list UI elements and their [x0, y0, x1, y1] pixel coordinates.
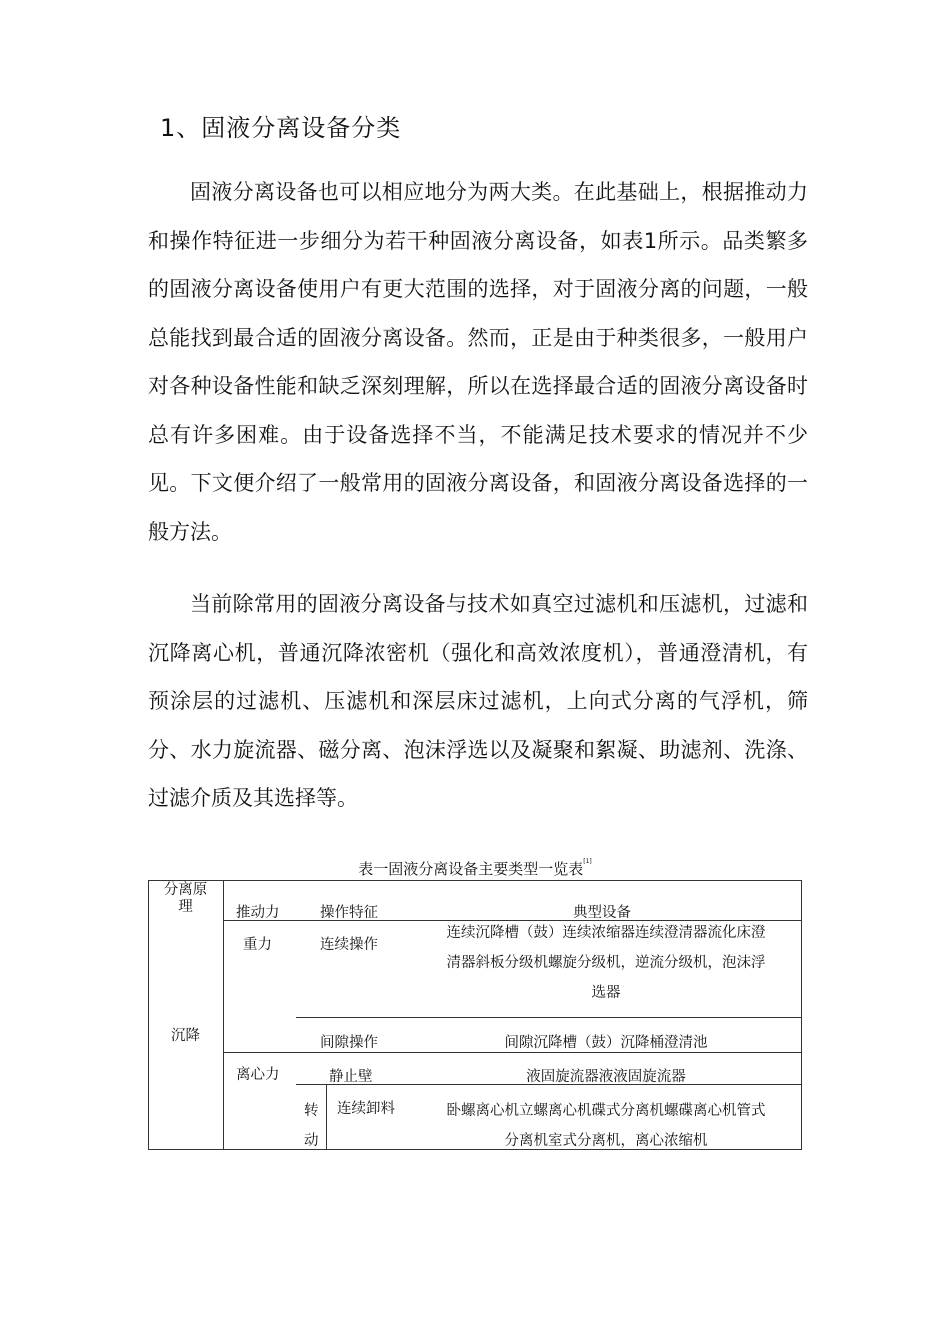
force-gravity: 重力	[243, 937, 272, 953]
paragraph-2: 当前除常用的固液分离设备与技术如真空过滤机和压滤机，过滤和沉降离心机，普通沉降浓密机（强化和高效浓度机），普通澄清机，有预涂层的过滤机、压滤机和深层床过滤机，上向式分离的气浮机，筛分、水力旋流器、磁分离、泡沫浮选以及凝聚和絮凝、助滤剂、洗涤、过滤介质及其选择等。	[148, 592, 808, 810]
header-principle-line2: 理	[178, 899, 193, 915]
table-col-divider	[326, 1084, 327, 1150]
operation-continuous-discharge: 连续卸料	[337, 1101, 395, 1117]
paragraph-1: 固液分离设备也可以相应地分为两大类。在此基础上，根据推动力和操作特征进一步细分为若干种固液分离设备，如表1所示。品类繁多的固液分离设备使用户有更大范围的选择，对于固液分离的问题，一般总能找到最合适的固液分离设备。然而，正是由于种类很多，一般用户对各种设备性能和缺乏深刻理解，所以在选择最合适的固液分离设备时总有许多困难。由于设备选择不当，不能满足技术要求的情况并不少见。下文便介绍了一般常用的固液分离设备，和固液分离设备选择的一般方法。	[148, 180, 808, 544]
operation-continuous: 连续操作	[320, 937, 378, 953]
operation-rotating-line1: 转	[304, 1103, 319, 1119]
equipment-continuous-line2: 清器斜板分级机螺旋分级机，逆流分级机，泡沫浮	[446, 955, 766, 971]
operation-rotating-line2: 动	[304, 1133, 319, 1149]
header-principle-line1: 分离原	[163, 882, 208, 898]
equipment-continuous	[424, 918, 788, 1008]
table-row-divider	[296, 1017, 802, 1018]
operation-static-wall: 静止壁	[329, 1069, 373, 1085]
header-equipment: 典型设备	[573, 905, 631, 921]
principle-sedimentation: 沉降	[171, 1028, 200, 1044]
operation-rotating	[304, 1096, 319, 1156]
equipment-continuous-line1: 连续沉降槽（鼓）连续浓缩器连续澄清器流化床澄	[446, 925, 766, 941]
table-border-left	[148, 880, 149, 1150]
equipment-intermittent: 间隙沉降槽（鼓）沉降桶澄清池	[504, 1035, 708, 1051]
table-caption-text: 表一固液分离设备主要类型一览表	[358, 860, 584, 878]
equipment-discharge-line2: 分离机室式分离机，离心浓缩机	[504, 1133, 708, 1149]
table-caption-reference: [1]	[583, 858, 592, 865]
section-heading: 1、固液分离设备分类	[160, 114, 402, 142]
equipment-continuous-line3: 选器	[591, 985, 621, 1001]
force-centrifugal: 离心力	[236, 1067, 280, 1083]
equipment-discharge	[424, 1096, 788, 1156]
table-border-top	[148, 880, 802, 881]
header-principle	[148, 882, 223, 916]
table-col-divider	[223, 880, 224, 1150]
equipment-discharge-line1: 卧螺离心机立螺离心机碟式分离机螺碟离心机管式	[446, 1103, 766, 1119]
equipment-static-wall: 液固旋流器液液固旋流器	[526, 1069, 686, 1085]
table-border-right	[801, 880, 802, 1150]
header-force: 推动力	[236, 905, 280, 921]
operation-intermittent: 间隙操作	[320, 1035, 378, 1051]
table-caption	[148, 858, 802, 879]
header-operation: 操作特征	[320, 905, 378, 921]
equipment-table	[148, 880, 802, 1150]
